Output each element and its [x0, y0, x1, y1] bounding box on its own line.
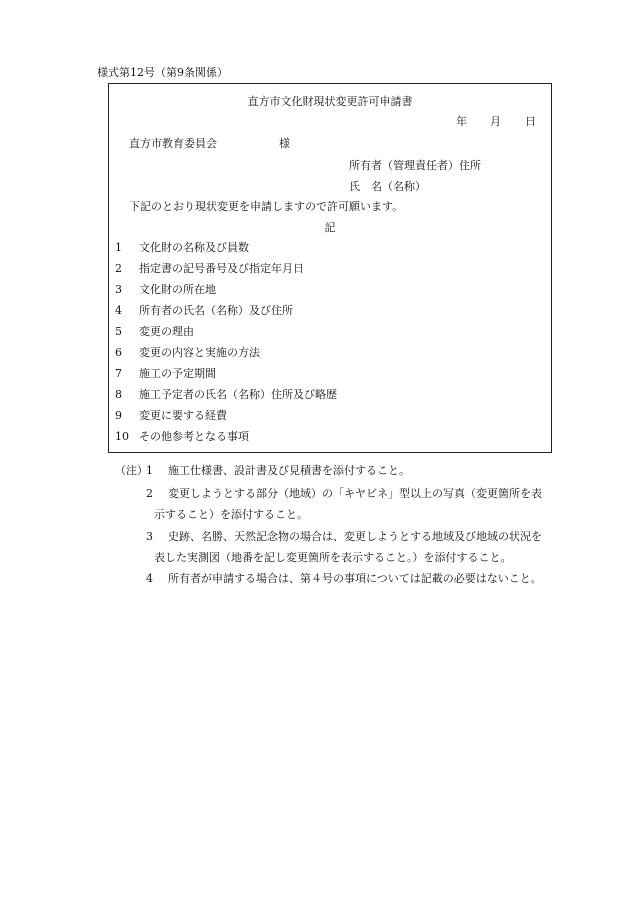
item-text: 変更の内容と実施の方法	[139, 346, 260, 359]
note-text-continued: 表した実測図（地番を記し変更箇所を表示すること。）を添付すること。	[154, 551, 512, 564]
addressee-name: 直方市教育委員会	[129, 137, 217, 150]
form-number: 様式第12号（第9条関係）	[97, 66, 228, 79]
date-month-label: 月	[490, 115, 501, 128]
date-year-label: 年	[456, 115, 467, 128]
item-number: 5	[115, 325, 122, 338]
addressee-honorific: 様	[279, 137, 290, 150]
item-number: 9	[115, 409, 122, 422]
item-number: 8	[115, 388, 122, 401]
note-text: 史跡、名勝、天然記念物の場合は、変更しようとする地域及び地域の状況を	[168, 530, 542, 543]
note-text: 施工仕様書、設計書及び見積書を添付すること。	[168, 464, 410, 477]
list-item	[115, 430, 249, 444]
item-text: 所有者の氏名（名称）及び住所	[139, 304, 293, 317]
item-text: 文化財の所在地	[139, 283, 216, 296]
note-text-continued: 示すること）を添付すること。	[154, 508, 308, 521]
list-item	[115, 367, 216, 381]
request-statement: 下記のとおり現状変更を申請しますので許可願います。	[129, 200, 404, 213]
note-number: 4	[146, 572, 153, 585]
applicant-name-label: 氏 名（名称）	[349, 180, 426, 193]
list-item	[115, 304, 293, 318]
item-number: 2	[115, 262, 122, 275]
item-number: 10	[115, 430, 129, 443]
note-number: 3	[146, 530, 153, 543]
list-item	[115, 346, 260, 360]
item-number: 7	[115, 367, 122, 380]
item-text: 文化財の名称及び員数	[139, 241, 249, 254]
date-day-label: 日	[525, 115, 536, 128]
item-text: 施工予定者の氏名（名称）住所及び略歴	[139, 388, 337, 401]
item-text: 変更の理由	[139, 325, 194, 338]
application-form	[108, 83, 552, 453]
item-number: 6	[115, 346, 122, 359]
item-text: 施工の予定期間	[139, 367, 216, 380]
notes-label: （注）	[115, 464, 148, 477]
item-number: 1	[115, 241, 122, 254]
note-text: 変更しようとする部分（地域）の「キヤビネ」型以上の写真（変更箇所を表	[168, 487, 542, 500]
applicant-address-label: 所有者（管理責任者）住所	[349, 159, 481, 172]
list-item	[115, 262, 304, 276]
note-number: 1	[146, 464, 153, 477]
list-item	[115, 241, 249, 255]
note-number: 2	[146, 487, 153, 500]
list-item	[115, 325, 194, 339]
ki-label: 記	[324, 221, 336, 234]
list-item	[115, 388, 337, 402]
list-item	[115, 283, 216, 297]
note-text: 所有者が申請する場合は、第４号の事項については記載の必要はないこと。	[168, 572, 542, 585]
item-text: その他参考となる事項	[139, 430, 249, 443]
list-item	[115, 409, 227, 423]
item-text: 指定書の記号番号及び指定年月日	[139, 262, 304, 275]
item-number: 3	[115, 283, 122, 296]
item-text: 変更に要する経費	[139, 409, 227, 422]
form-title: 直方市文化財現状変更許可申請書	[247, 95, 413, 108]
item-number: 4	[115, 304, 122, 317]
